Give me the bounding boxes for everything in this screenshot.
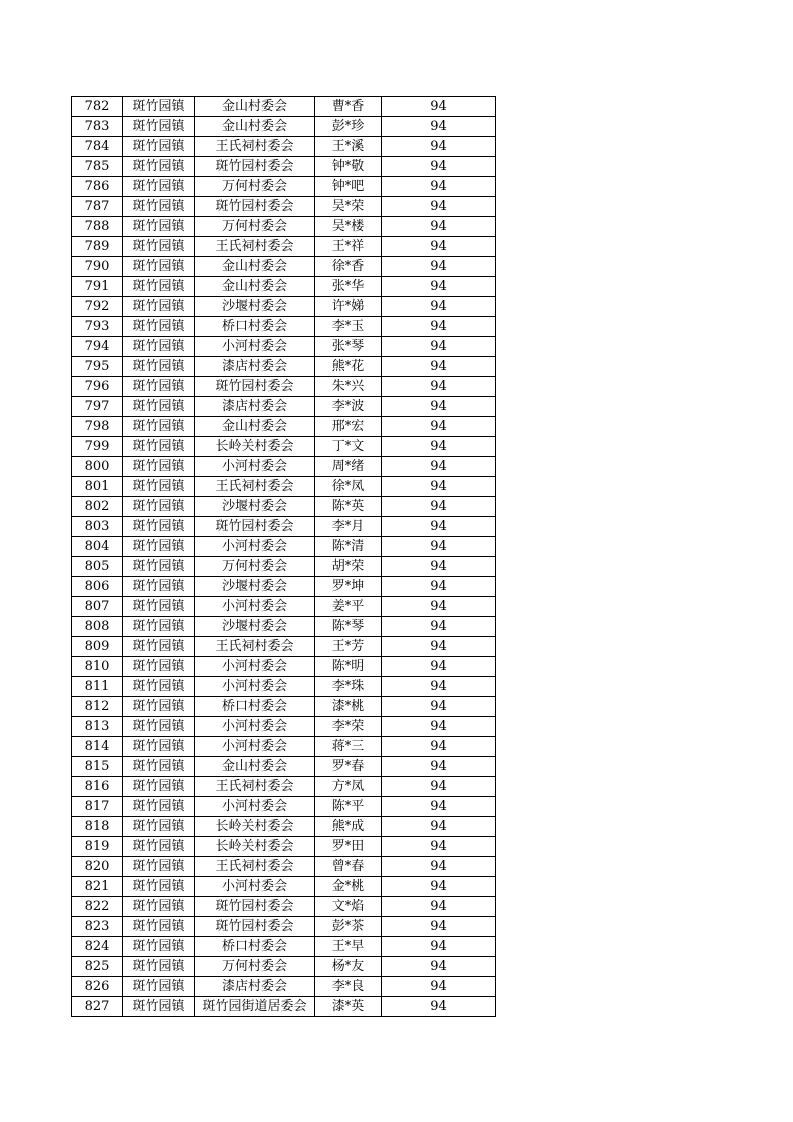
town-cell: 斑竹园镇 <box>123 117 195 137</box>
town-cell: 斑竹园镇 <box>123 217 195 237</box>
town-cell: 斑竹园镇 <box>123 817 195 837</box>
village-committee-cell: 王氏祠村委会 <box>195 857 315 877</box>
row-number-cell: 819 <box>72 837 123 857</box>
score-cell: 94 <box>382 297 496 317</box>
town-cell: 斑竹园镇 <box>123 197 195 217</box>
village-committee-cell: 沙堰村委会 <box>195 617 315 637</box>
person-name-cell: 熊*成 <box>315 817 382 837</box>
row-number-cell: 805 <box>72 557 123 577</box>
score-cell: 94 <box>382 317 496 337</box>
score-cell: 94 <box>382 917 496 937</box>
table-row <box>72 937 496 957</box>
table-row <box>72 797 496 817</box>
town-cell: 斑竹园镇 <box>123 597 195 617</box>
town-cell: 斑竹园镇 <box>123 517 195 537</box>
village-committee-cell: 金山村委会 <box>195 97 315 117</box>
table-row <box>72 717 496 737</box>
table-row <box>72 397 496 417</box>
town-cell: 斑竹园镇 <box>123 857 195 877</box>
score-cell: 94 <box>382 577 496 597</box>
row-number-cell: 787 <box>72 197 123 217</box>
row-number-cell: 789 <box>72 237 123 257</box>
village-committee-cell: 斑竹园村委会 <box>195 917 315 937</box>
row-number-cell: 823 <box>72 917 123 937</box>
village-committee-cell: 小河村委会 <box>195 677 315 697</box>
score-cell: 94 <box>382 637 496 657</box>
village-committee-cell: 斑竹园街道居委会 <box>195 997 315 1017</box>
village-committee-cell: 漆店村委会 <box>195 397 315 417</box>
score-cell: 94 <box>382 717 496 737</box>
table-row <box>72 777 496 797</box>
table-row <box>72 857 496 877</box>
score-cell: 94 <box>382 117 496 137</box>
table-row <box>72 457 496 477</box>
town-cell: 斑竹园镇 <box>123 457 195 477</box>
town-cell: 斑竹园镇 <box>123 177 195 197</box>
score-cell: 94 <box>382 477 496 497</box>
town-cell: 斑竹园镇 <box>123 997 195 1017</box>
village-committee-cell: 小河村委会 <box>195 877 315 897</box>
town-cell: 斑竹园镇 <box>123 237 195 257</box>
score-cell: 94 <box>382 357 496 377</box>
person-name-cell: 陈*琴 <box>315 617 382 637</box>
score-cell: 94 <box>382 337 496 357</box>
person-name-cell: 金*桃 <box>315 877 382 897</box>
row-number-cell: 815 <box>72 757 123 777</box>
person-name-cell: 李*荣 <box>315 717 382 737</box>
person-name-cell: 徐*香 <box>315 257 382 277</box>
person-name-cell: 王*祥 <box>315 237 382 257</box>
table-row <box>72 297 496 317</box>
town-cell: 斑竹园镇 <box>123 557 195 577</box>
score-cell: 94 <box>382 857 496 877</box>
table-row <box>72 377 496 397</box>
town-cell: 斑竹园镇 <box>123 317 195 337</box>
row-number-cell: 791 <box>72 277 123 297</box>
table-row <box>72 817 496 837</box>
table-row <box>72 117 496 137</box>
town-cell: 斑竹园镇 <box>123 617 195 637</box>
town-cell: 斑竹园镇 <box>123 897 195 917</box>
person-name-cell: 张*琴 <box>315 337 382 357</box>
row-number-cell: 799 <box>72 437 123 457</box>
table-row <box>72 337 496 357</box>
row-number-cell: 807 <box>72 597 123 617</box>
person-name-cell: 陈*清 <box>315 537 382 557</box>
score-cell: 94 <box>382 417 496 437</box>
person-name-cell: 彭*珍 <box>315 117 382 137</box>
row-number-cell: 786 <box>72 177 123 197</box>
person-name-cell: 姜*平 <box>315 597 382 617</box>
row-number-cell: 788 <box>72 217 123 237</box>
table-row <box>72 557 496 577</box>
village-committee-cell: 万何村委会 <box>195 217 315 237</box>
person-name-cell: 钟*吧 <box>315 177 382 197</box>
table-row <box>72 517 496 537</box>
row-number-cell: 814 <box>72 737 123 757</box>
village-committee-cell: 王氏祠村委会 <box>195 477 315 497</box>
row-number-cell: 785 <box>72 157 123 177</box>
town-cell: 斑竹园镇 <box>123 697 195 717</box>
row-number-cell: 798 <box>72 417 123 437</box>
village-committee-cell: 漆店村委会 <box>195 357 315 377</box>
row-number-cell: 816 <box>72 777 123 797</box>
town-cell: 斑竹园镇 <box>123 637 195 657</box>
person-name-cell: 王*芳 <box>315 637 382 657</box>
score-cell: 94 <box>382 197 496 217</box>
person-name-cell: 漆*英 <box>315 997 382 1017</box>
score-cell: 94 <box>382 697 496 717</box>
town-cell: 斑竹园镇 <box>123 277 195 297</box>
person-name-cell: 陈*英 <box>315 497 382 517</box>
person-name-cell: 方*凤 <box>315 777 382 797</box>
village-committee-cell: 万何村委会 <box>195 177 315 197</box>
row-number-cell: 826 <box>72 977 123 997</box>
score-cell: 94 <box>382 137 496 157</box>
row-number-cell: 809 <box>72 637 123 657</box>
town-cell: 斑竹园镇 <box>123 757 195 777</box>
person-name-cell: 漆*桃 <box>315 697 382 717</box>
village-committee-cell: 小河村委会 <box>195 337 315 357</box>
table-row <box>72 437 496 457</box>
town-cell: 斑竹园镇 <box>123 937 195 957</box>
person-name-cell: 邢*宏 <box>315 417 382 437</box>
row-number-cell: 817 <box>72 797 123 817</box>
table-row <box>72 157 496 177</box>
town-cell: 斑竹园镇 <box>123 377 195 397</box>
row-number-cell: 804 <box>72 537 123 557</box>
row-number-cell: 811 <box>72 677 123 697</box>
row-number-cell: 802 <box>72 497 123 517</box>
table-row <box>72 277 496 297</box>
table-row <box>72 677 496 697</box>
row-number-cell: 803 <box>72 517 123 537</box>
score-cell: 94 <box>382 817 496 837</box>
town-cell: 斑竹园镇 <box>123 917 195 937</box>
score-cell: 94 <box>382 977 496 997</box>
town-cell: 斑竹园镇 <box>123 677 195 697</box>
score-cell: 94 <box>382 877 496 897</box>
town-cell: 斑竹园镇 <box>123 737 195 757</box>
score-cell: 94 <box>382 777 496 797</box>
row-number-cell: 801 <box>72 477 123 497</box>
row-number-cell: 813 <box>72 717 123 737</box>
village-committee-cell: 漆店村委会 <box>195 977 315 997</box>
village-committee-cell: 斑竹园村委会 <box>195 157 315 177</box>
score-cell: 94 <box>382 837 496 857</box>
village-committee-cell: 斑竹园村委会 <box>195 517 315 537</box>
village-committee-cell: 金山村委会 <box>195 417 315 437</box>
score-cell: 94 <box>382 257 496 277</box>
table-row <box>72 977 496 997</box>
table-body <box>72 97 496 1017</box>
person-name-cell: 徐*凤 <box>315 477 382 497</box>
table-row <box>72 97 496 117</box>
village-committee-cell: 长岭关村委会 <box>195 437 315 457</box>
person-name-cell: 张*华 <box>315 277 382 297</box>
person-name-cell: 文*焰 <box>315 897 382 917</box>
score-cell: 94 <box>382 597 496 617</box>
table-row <box>72 757 496 777</box>
row-number-cell: 820 <box>72 857 123 877</box>
table-row <box>72 957 496 977</box>
village-committee-cell: 金山村委会 <box>195 257 315 277</box>
village-committee-cell: 斑竹园村委会 <box>195 897 315 917</box>
score-cell: 94 <box>382 397 496 417</box>
town-cell: 斑竹园镇 <box>123 657 195 677</box>
person-name-cell: 陈*平 <box>315 797 382 817</box>
person-name-cell: 王*早 <box>315 937 382 957</box>
row-number-cell: 808 <box>72 617 123 637</box>
town-cell: 斑竹园镇 <box>123 537 195 557</box>
score-cell: 94 <box>382 997 496 1017</box>
village-committee-cell: 沙堰村委会 <box>195 297 315 317</box>
table-row <box>72 657 496 677</box>
town-cell: 斑竹园镇 <box>123 577 195 597</box>
person-name-cell: 熊*花 <box>315 357 382 377</box>
row-number-cell: 794 <box>72 337 123 357</box>
village-committee-cell: 长岭关村委会 <box>195 817 315 837</box>
village-committee-cell: 万何村委会 <box>195 957 315 977</box>
village-committee-cell: 小河村委会 <box>195 737 315 757</box>
town-cell: 斑竹园镇 <box>123 417 195 437</box>
score-cell: 94 <box>382 657 496 677</box>
village-committee-cell: 长岭关村委会 <box>195 837 315 857</box>
person-name-cell: 李*月 <box>315 517 382 537</box>
score-cell: 94 <box>382 277 496 297</box>
village-committee-cell: 小河村委会 <box>195 717 315 737</box>
village-committee-cell: 斑竹园村委会 <box>195 377 315 397</box>
row-number-cell: 796 <box>72 377 123 397</box>
village-committee-cell: 小河村委会 <box>195 657 315 677</box>
row-number-cell: 790 <box>72 257 123 277</box>
row-number-cell: 797 <box>72 397 123 417</box>
score-cell: 94 <box>382 437 496 457</box>
table-row <box>72 417 496 437</box>
person-name-cell: 杨*友 <box>315 957 382 977</box>
town-cell: 斑竹园镇 <box>123 437 195 457</box>
town-cell: 斑竹园镇 <box>123 777 195 797</box>
town-cell: 斑竹园镇 <box>123 397 195 417</box>
score-cell: 94 <box>382 157 496 177</box>
row-number-cell: 824 <box>72 937 123 957</box>
score-cell: 94 <box>382 97 496 117</box>
row-number-cell: 792 <box>72 297 123 317</box>
row-number-cell: 825 <box>72 957 123 977</box>
person-name-cell: 许*娣 <box>315 297 382 317</box>
village-committee-cell: 金山村委会 <box>195 117 315 137</box>
table-row <box>72 737 496 757</box>
town-cell: 斑竹园镇 <box>123 717 195 737</box>
row-number-cell: 818 <box>72 817 123 837</box>
score-cell: 94 <box>382 217 496 237</box>
row-number-cell: 812 <box>72 697 123 717</box>
town-cell: 斑竹园镇 <box>123 297 195 317</box>
table-row <box>72 257 496 277</box>
village-committee-cell: 小河村委会 <box>195 537 315 557</box>
village-committee-cell: 王氏祠村委会 <box>195 137 315 157</box>
table-row <box>72 477 496 497</box>
table-row <box>72 137 496 157</box>
table-row <box>72 597 496 617</box>
row-number-cell: 821 <box>72 877 123 897</box>
person-name-cell: 曹*香 <box>315 97 382 117</box>
village-committee-cell: 金山村委会 <box>195 277 315 297</box>
person-name-cell: 李*良 <box>315 977 382 997</box>
village-committee-cell: 桥口村委会 <box>195 317 315 337</box>
person-name-cell: 陈*明 <box>315 657 382 677</box>
town-cell: 斑竹园镇 <box>123 957 195 977</box>
person-name-cell: 王*溪 <box>315 137 382 157</box>
town-cell: 斑竹园镇 <box>123 477 195 497</box>
table-row <box>72 177 496 197</box>
village-committee-cell: 沙堰村委会 <box>195 577 315 597</box>
town-cell: 斑竹园镇 <box>123 497 195 517</box>
person-name-cell: 蒋*三 <box>315 737 382 757</box>
town-cell: 斑竹园镇 <box>123 337 195 357</box>
town-cell: 斑竹园镇 <box>123 257 195 277</box>
town-cell: 斑竹园镇 <box>123 837 195 857</box>
village-committee-cell: 斑竹园村委会 <box>195 197 315 217</box>
table-row <box>72 577 496 597</box>
person-name-cell: 周*绪 <box>315 457 382 477</box>
score-cell: 94 <box>382 797 496 817</box>
village-committee-cell: 桥口村委会 <box>195 937 315 957</box>
person-name-cell: 钟*敬 <box>315 157 382 177</box>
score-cell: 94 <box>382 557 496 577</box>
score-cell: 94 <box>382 757 496 777</box>
score-cell: 94 <box>382 177 496 197</box>
table-row <box>72 897 496 917</box>
person-name-cell: 李*珠 <box>315 677 382 697</box>
town-cell: 斑竹园镇 <box>123 137 195 157</box>
table-row <box>72 197 496 217</box>
person-name-cell: 吴*荣 <box>315 197 382 217</box>
village-committee-cell: 小河村委会 <box>195 797 315 817</box>
village-committee-cell: 万何村委会 <box>195 557 315 577</box>
person-name-cell: 彭*茶 <box>315 917 382 937</box>
data-table <box>71 96 496 1017</box>
score-cell: 94 <box>382 937 496 957</box>
town-cell: 斑竹园镇 <box>123 977 195 997</box>
table-row <box>72 217 496 237</box>
table-row <box>72 317 496 337</box>
village-committee-cell: 沙堰村委会 <box>195 497 315 517</box>
score-cell: 94 <box>382 737 496 757</box>
village-committee-cell: 王氏祠村委会 <box>195 777 315 797</box>
row-number-cell: 827 <box>72 997 123 1017</box>
person-name-cell: 吴*楼 <box>315 217 382 237</box>
table-row <box>72 837 496 857</box>
town-cell: 斑竹园镇 <box>123 357 195 377</box>
table-row <box>72 997 496 1017</box>
row-number-cell: 822 <box>72 897 123 917</box>
village-committee-cell: 小河村委会 <box>195 457 315 477</box>
row-number-cell: 806 <box>72 577 123 597</box>
table-row <box>72 697 496 717</box>
row-number-cell: 784 <box>72 137 123 157</box>
score-cell: 94 <box>382 237 496 257</box>
town-cell: 斑竹园镇 <box>123 797 195 817</box>
score-cell: 94 <box>382 497 496 517</box>
score-cell: 94 <box>382 457 496 477</box>
row-number-cell: 810 <box>72 657 123 677</box>
person-name-cell: 李*波 <box>315 397 382 417</box>
person-name-cell: 李*玉 <box>315 317 382 337</box>
score-cell: 94 <box>382 897 496 917</box>
village-committee-cell: 王氏祠村委会 <box>195 237 315 257</box>
table-row <box>72 917 496 937</box>
row-number-cell: 782 <box>72 97 123 117</box>
table-row <box>72 357 496 377</box>
score-cell: 94 <box>382 517 496 537</box>
village-committee-cell: 王氏祠村委会 <box>195 637 315 657</box>
person-name-cell: 曾*春 <box>315 857 382 877</box>
table-row <box>72 497 496 517</box>
village-committee-cell: 金山村委会 <box>195 757 315 777</box>
town-cell: 斑竹园镇 <box>123 97 195 117</box>
village-committee-cell: 小河村委会 <box>195 597 315 617</box>
row-number-cell: 795 <box>72 357 123 377</box>
row-number-cell: 793 <box>72 317 123 337</box>
score-cell: 94 <box>382 537 496 557</box>
table-row <box>72 637 496 657</box>
person-name-cell: 丁*文 <box>315 437 382 457</box>
person-name-cell: 罗*坤 <box>315 577 382 597</box>
table-row <box>72 237 496 257</box>
village-committee-cell: 桥口村委会 <box>195 697 315 717</box>
score-cell: 94 <box>382 377 496 397</box>
table-row <box>72 877 496 897</box>
person-name-cell: 罗*春 <box>315 757 382 777</box>
table-row <box>72 537 496 557</box>
row-number-cell: 783 <box>72 117 123 137</box>
table-row <box>72 617 496 637</box>
town-cell: 斑竹园镇 <box>123 157 195 177</box>
score-cell: 94 <box>382 957 496 977</box>
person-name-cell: 朱*兴 <box>315 377 382 397</box>
person-name-cell: 罗*田 <box>315 837 382 857</box>
row-number-cell: 800 <box>72 457 123 477</box>
person-name-cell: 胡*荣 <box>315 557 382 577</box>
score-cell: 94 <box>382 677 496 697</box>
score-cell: 94 <box>382 617 496 637</box>
town-cell: 斑竹园镇 <box>123 877 195 897</box>
